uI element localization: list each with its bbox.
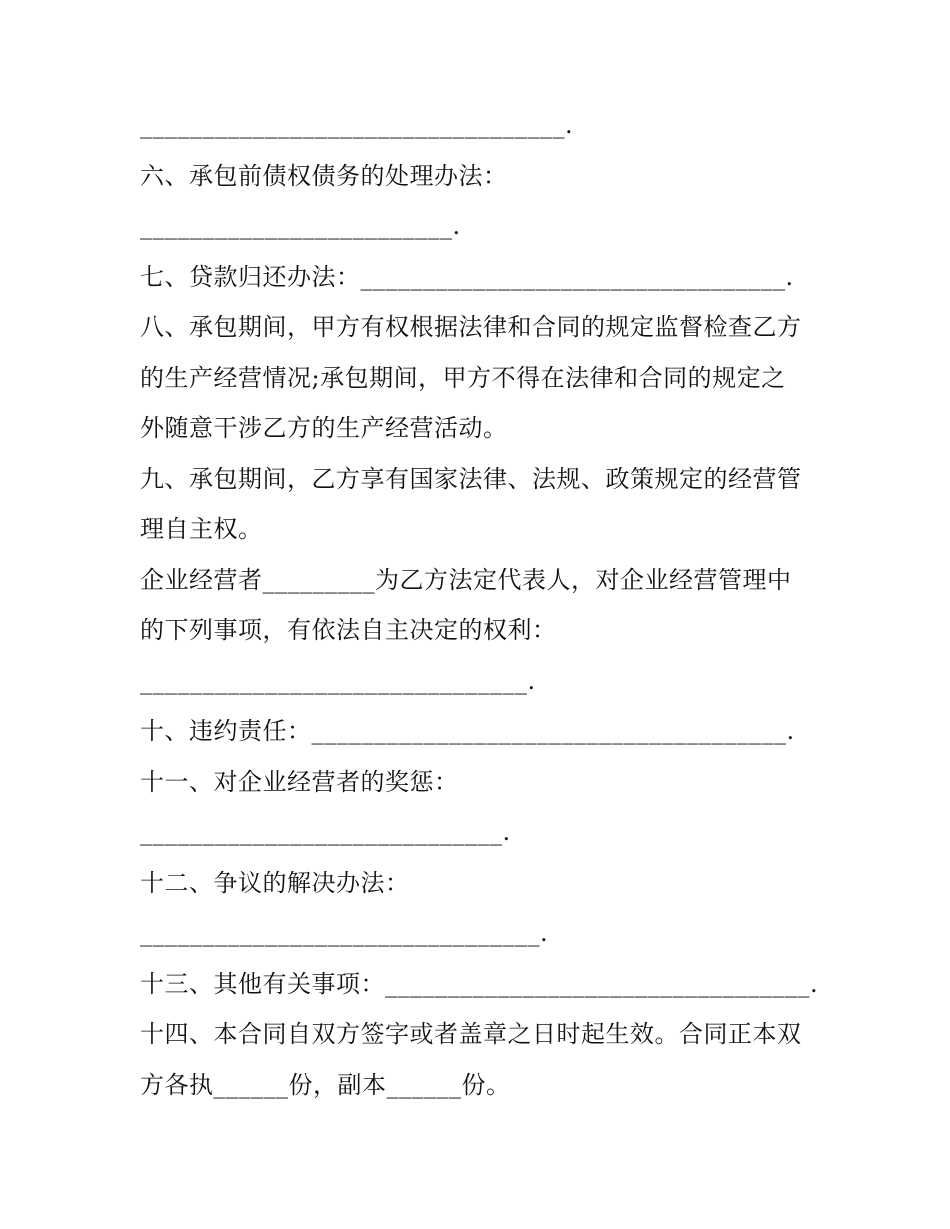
text-line: 七、贷款归还办法：__________________________________. bbox=[140, 262, 794, 291]
text-line: _______________________________. bbox=[140, 666, 536, 695]
text-line: _________________________. bbox=[140, 212, 461, 240]
text-line: 理自主权。 bbox=[140, 515, 263, 543]
text-line: 的生产经营情况;承包期间，甲方不得在法律和合同的规定之 bbox=[140, 363, 786, 392]
text-line: _____________________________. bbox=[140, 818, 511, 846]
text-line: 企业经营者_________为乙方法定代表人，对企业经营管理中 bbox=[140, 565, 792, 594]
text-line: 外随意干涉乙方的生产经营活动。 bbox=[140, 414, 508, 442]
contract-body bbox=[140, 100, 820, 1110]
text-line: 八、承包期间，甲方有权根据法律和合同的规定监督检查乙方 bbox=[140, 313, 802, 341]
text-line: 六、承包前债权债务的处理办法： bbox=[140, 161, 508, 190]
text-line: 九、承包期间，乙方享有国家法律、法规、政策规定的经营管 bbox=[140, 464, 802, 493]
text-line: __________________________________. bbox=[140, 111, 574, 139]
text-line: 十三、其他有关事项：__________________________________. bbox=[140, 969, 819, 998]
text-line: 十、违约责任：______________________________________. bbox=[140, 717, 795, 745]
text-line: ________________________________. bbox=[140, 919, 549, 947]
text-line: 十二、争议的解决办法： bbox=[140, 868, 410, 897]
text-line: 方各执______份，副本______份。 bbox=[140, 1070, 511, 1099]
text-line: 十四、本合同自双方签字或者盖章之日时起生效。合同正本双 bbox=[140, 1020, 802, 1048]
text-line: 的下列事项，有依法自主决定的权利： bbox=[140, 616, 557, 644]
text-line: 十一、对企业经营者的奖惩： bbox=[140, 767, 459, 796]
